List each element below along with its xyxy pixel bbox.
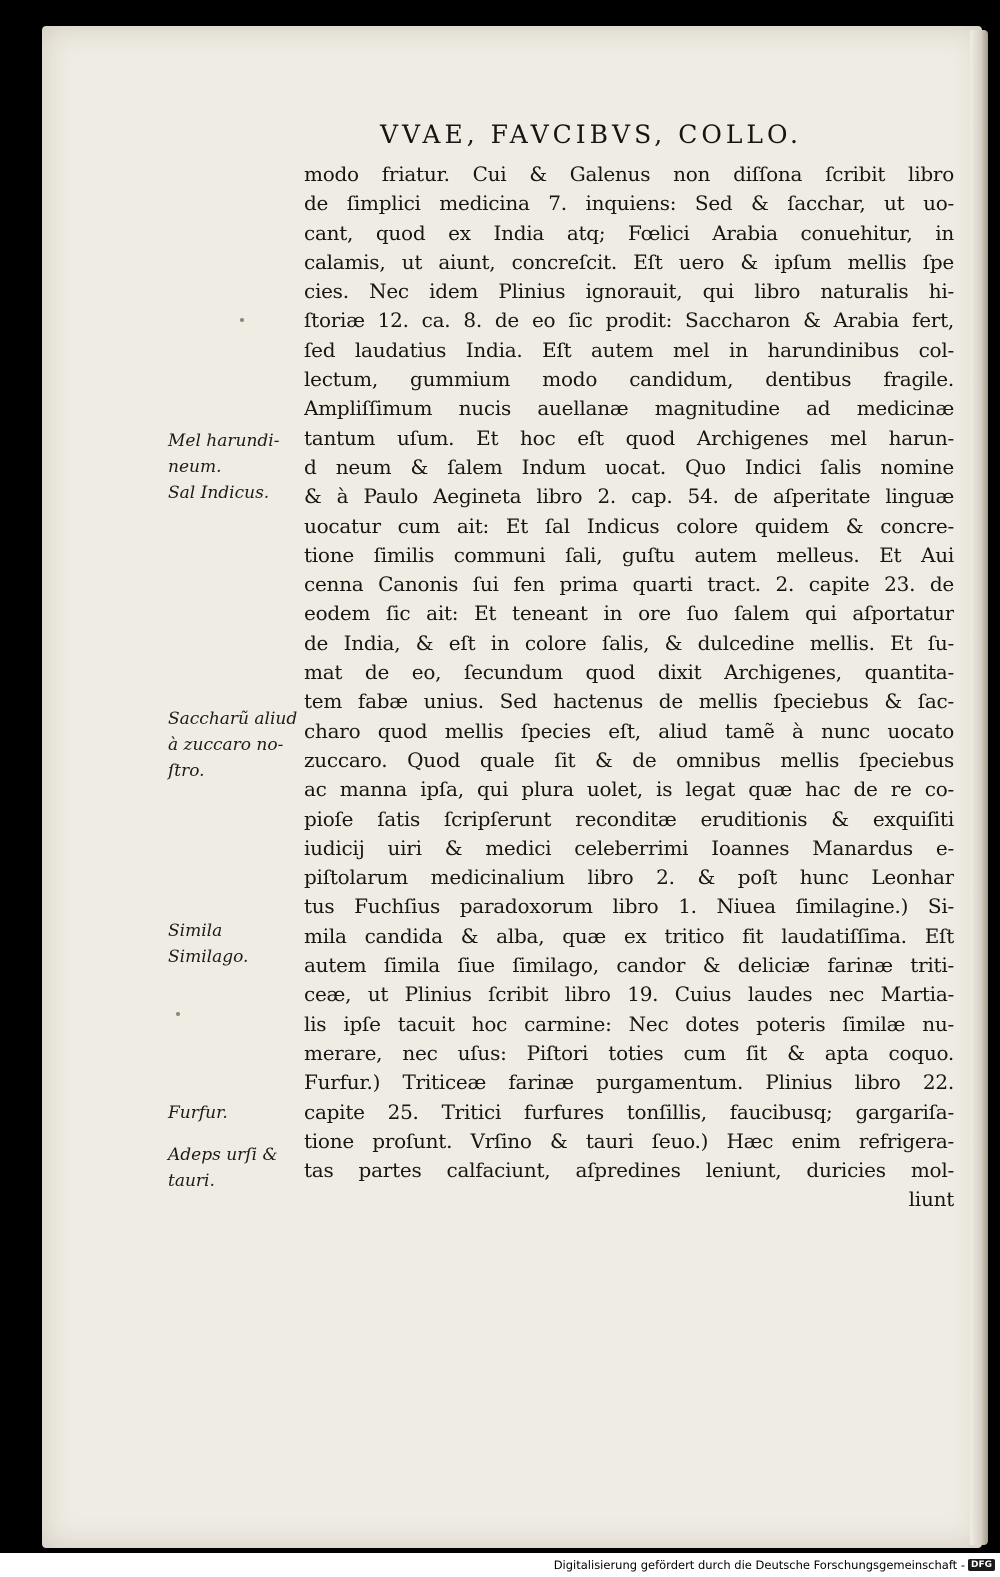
text-line: ſed laudatius India. Eſt autem mel in harundinibus col- <box>304 337 954 362</box>
text-line: cant, quod ex India atq; Fœlici Arabia conuehitur, in <box>304 220 954 245</box>
text-line: & à Paulo Aegineta libro 2. cap. 54. de aſperitate linguæ <box>304 484 954 509</box>
margin-note-line: Mel harundi- <box>168 431 280 451</box>
paper-speck <box>240 318 244 322</box>
margin-note-line: tauri. <box>168 1171 215 1191</box>
margin-note-line: Adeps urſi & <box>168 1145 278 1165</box>
text-line: ſtoriæ 12. ca. 8. de eo ſic prodit: Saccharon & Arabia fert, <box>304 308 954 333</box>
text-line: iudicij uiri & medici celeberrimi Ioannes Manardus e- <box>304 835 954 860</box>
text-line: calamis, ut aiunt, concreſcit. Eſt uero & ipſum mellis ſpe <box>304 249 954 274</box>
text-line: de ſimplici medicina 7. inquiens: Sed & ſacchar, ut uo- <box>304 191 954 216</box>
text-line: uocatur cum ait: Et ſal Indicus colore quidem & concre- <box>304 513 954 538</box>
body-text <box>304 160 954 1215</box>
text-line: de India, & eſt in colore ſalis, & dulcedine mellis. Et ſu- <box>304 630 954 655</box>
digitization-footer <box>553 1553 995 1577</box>
dfg-logo-icon: DFG <box>968 1559 995 1571</box>
running-head: VVAE, FAVCIBVS, COLLO. <box>380 120 803 149</box>
text-line: tione ſimilis communi ſali, guſtu autem melleus. Et Aui <box>304 542 954 567</box>
text-line: Furfur.) Triticeæ farinæ purgamentum. Plinius libro 22. <box>304 1070 954 1095</box>
margin-note-line: à zuccaro no- <box>168 735 284 755</box>
margin-note-mel-harundineum <box>168 428 300 506</box>
text-line: lectum, gummium modo candidum, dentibus fragile. <box>304 367 954 392</box>
footer-credit: Digitalisierung gefördert durch die Deutsche Forschungsgemeinschaft - <box>553 1558 965 1572</box>
text-line-catchword: liunt <box>908 1187 954 1212</box>
text-line: tas partes calfaciunt, aſpredines leniunt, duricies mol- <box>304 1158 954 1183</box>
text-line: zuccaro. Quod quale ſit & de omnibus mellis ſpeciebus <box>304 747 954 772</box>
text-line: eodem ſic ait: Et teneant in ore ſuo ſalem qui aſportatur <box>304 601 954 626</box>
text-line: d neum & ſalem Indum uocat. Quo Indici ſalis nomine <box>304 454 954 479</box>
text-line: ac manna ipſa, qui plura uolet, is legat quæ hac de re co- <box>304 777 954 802</box>
text-line: cenna Canonis ſui fen prima quarti tract. 2. capite 23. de <box>304 572 954 597</box>
margin-note-line: Similago. <box>168 947 249 967</box>
text-line: Ampliſſimum nucis auellanæ magnitudine ad medicinæ <box>304 396 954 421</box>
text-line: capite 25. Tritici furfures tonſillis, faucibusq; gargariſa- <box>304 1099 954 1124</box>
margin-note-furfur <box>168 1100 300 1126</box>
text-line: merare, nec uſus: Piſtori toties cum ſit & apta coquo. <box>304 1040 954 1065</box>
margin-note-line: neum. <box>168 457 222 477</box>
text-line: piſtolarum medicinalium libro 2. & poſt hunc Leonhar <box>304 865 954 890</box>
margin-note-line: ſtro. <box>168 761 205 781</box>
text-line: tione proſunt. Vrſino & tauri ſeuo.) Hæc enim refrigera- <box>304 1128 954 1153</box>
text-line: mat de eo, ſecundum quod dixit Archigenes, quantita- <box>304 660 954 685</box>
margin-note-saccharum <box>168 706 300 784</box>
margin-note-line: Furfur. <box>168 1103 228 1123</box>
page-edge <box>970 30 988 1545</box>
margin-note-adeps <box>168 1142 300 1194</box>
text-line: charo quod mellis ſpecies eſt, aliud tamẽ à nunc uocato <box>304 718 954 743</box>
text-line: ceæ, ut Plinius ſcribit libro 19. Cuius laudes nec Martia- <box>304 982 954 1007</box>
text-line: tus Fuchſius paradoxorum libro 1. Niuea ſimilagine.) Si- <box>304 894 954 919</box>
text-line: lis ipſe tacuit hoc carmine: Nec dotes poteris ſimilæ nu- <box>304 1011 954 1036</box>
paper-speck <box>176 1012 180 1016</box>
text-line: pioſe ſatis ſcripſerunt reconditæ eruditionis & exquiſiti <box>304 806 954 831</box>
text-line: mila candida & alba, quæ ex tritico fit laudatiſſima. Eſt <box>304 923 954 948</box>
text-line: cies. Nec idem Plinius ignorauit, qui libro naturalis hi- <box>304 279 954 304</box>
text-line: autem ſimila ſiue ſimilago, candor & deliciæ farinæ triti- <box>304 953 954 978</box>
margin-note-simila <box>168 918 300 970</box>
text-line: modo friatur. Cui & Galenus non diſſona ſcribit libro <box>304 162 954 186</box>
text-line: tem fabæ unius. Sed hactenus de mellis ſpeciebus & ſac- <box>304 689 954 714</box>
margin-note-line: Simila <box>168 921 223 941</box>
margin-note-line: Sal Indicus. <box>168 483 270 503</box>
text-line: tantum uſum. Et hoc eſt quod Archigenes mel harun- <box>304 425 954 450</box>
margin-note-line: Saccharũ aliud <box>168 709 298 729</box>
